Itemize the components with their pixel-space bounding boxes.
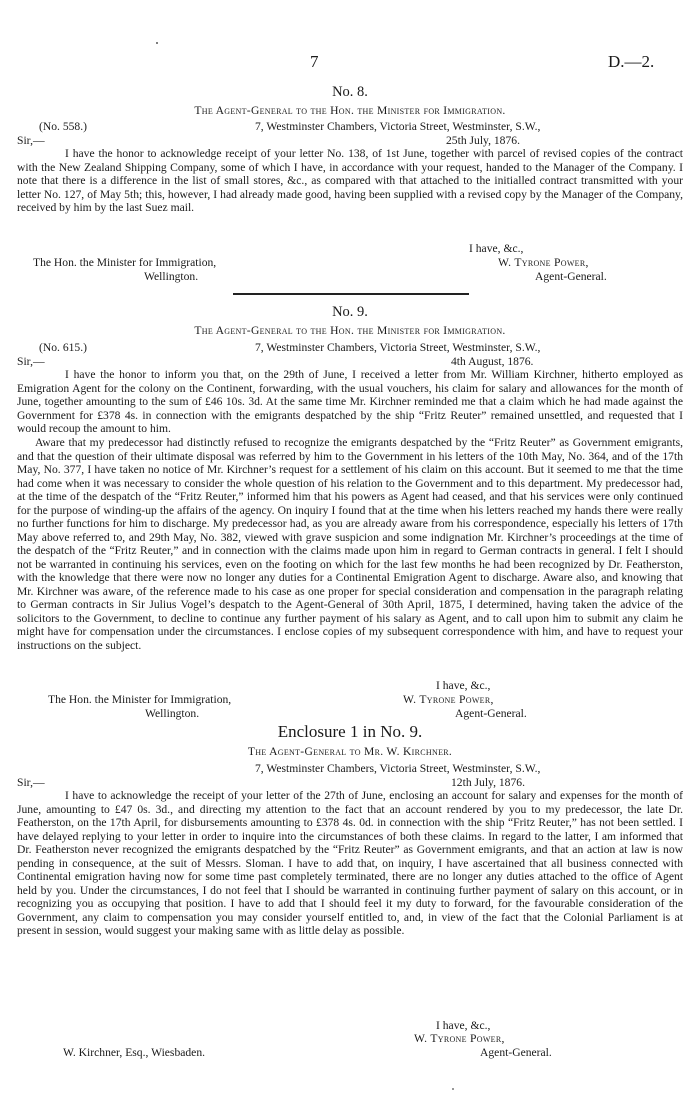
letter-signer: W. Tyrone Power,: [403, 693, 494, 706]
letter-closing: I have, &c.,: [436, 679, 491, 692]
section-divider: [233, 293, 469, 295]
enclosure-from-to: The Agent-General to Mr. W. Kirchner.: [247, 745, 453, 758]
letter-signer: W. Tyrone Power,: [498, 256, 589, 269]
page-number: 7: [310, 52, 319, 71]
enclosure-signer: W. Tyrone Power,: [414, 1032, 505, 1045]
letter-address: 7, Westminster Chambers, Victoria Street, Westminster, S.W.,: [255, 120, 541, 133]
letter-address: 7, Westminster Chambers, Victoria Street, Westminster, S.W.,: [255, 341, 541, 354]
letter-number-title: No. 8.: [332, 84, 368, 100]
letter-from-to: The Agent-General to the Hon. the Minister for Immigration.: [194, 104, 506, 117]
letter-signer-title: Agent-General.: [535, 270, 607, 283]
enclosure-signer-title: Agent-General.: [480, 1046, 552, 1059]
letter-ref-no: (No. 615.): [39, 341, 87, 354]
letter-body-paragraph: I have the honor to inform you that, on the 29th of June, I received a letter from Mr. William Kirchner, hitherto employed as Emigration Agent for the colony on the Continent, forwarding, with the usual vouchers, his claim for salary and allowances for the month of June, together amounting to the sum of £46 10s. 3d. At the same time Mr. Kirchner reminded me that a claim which he had made against the Government for £378 4s. in connection with the emigrants despatched by the ship “Fritz Reuter” remained unsettled, and requested that I would recoup the amount to him.: [17, 368, 683, 435]
letter-salutation: Sir,—: [17, 134, 45, 147]
enclosure-date: 12th July, 1876.: [451, 776, 525, 789]
letter-date: 25th July, 1876.: [446, 134, 520, 147]
letter-number-title: No. 9.: [332, 304, 368, 320]
letter-signer-title: Agent-General.: [455, 707, 527, 720]
enclosure-salutation: Sir,—: [17, 776, 45, 789]
print-speck: [156, 42, 158, 44]
enclosure-address: 7, Westminster Chambers, Victoria Street, Westminster, S.W.,: [255, 762, 541, 775]
enclosure-closing: I have, &c.,: [436, 1019, 491, 1032]
letter-from-to: The Agent-General to the Hon. the Minister for Immigration.: [194, 324, 506, 337]
letter-body-paragraph: Aware that my predecessor had distinctly refused to recognize the emigrants despatched by the “Fritz Reuter” as Government emigrants, and that the question of their ultimate disposal was referred by him to the Government in his letters of the 10th May, No. 364, and of the 17th May, No. 377, I have taken no notice of Mr. Kirchner’s request for a settlement of his claim on this account. But it seemed to me that the time had come when it was necessary to consider the whole question of his relation to the Government and to this department. My predecessor had, at the time of the despatch of the “Fritz Reuter,” informed him that his powers as Agent had ceased, and that his services were only continued for the purpose of winding-up the affairs of the agency. On inquiry I found that at the time when his letters reached my hands there were really no further functions for him to discharge. My predecessor had, as you are already aware from his correspondence, especially his letters of 17th May above referred to, and 29th May, No. 382, viewed with grave suspicion and some indignation Mr. Kirchner’s proceedings at the time of the despatch of the “Fritz Reuter,” and in connection with the claims made upon him in regard to German contracts in general. I felt I should not be warranted in continuing his services, even on the footing on which for the last few months he had been recognized by Dr. Featherston, with the knowledge that there were now no longer any duties for a Continental Emigration Agent to discharge. Aware also, and knowing that Mr. Kirchner was aware, of the reference made to his case as one proper for special consideration and compensation in the paragraph relating to German contracts in Sir Julius Vogel’s despatch to the Agent-General of 30th April, 1875, I determined, having taken the advice of the solicitors to the Government, to decline to continue any further payment of his salary as Agent, and to call upon him to submit any claim he might have for compensation under the circumstances. I enclose copies of my subsequent correspondence with him, and have to request your instructions on the subject.: [17, 436, 683, 652]
letter-addressee: The Hon. the Minister for Immigration,: [48, 693, 232, 706]
letter-addressee-city: Wellington.: [144, 270, 199, 283]
enclosure-title: Enclosure 1 in No. 9.: [277, 722, 423, 741]
document-reference: D.—2.: [608, 52, 655, 71]
letter-body-paragraph: I have the honor to acknowledge receipt of your letter No. 138, of 1st June, together with parcel of revised copies of the contract with the New Zealand Shipping Company, some of which I have, in accordance with your request, handed to the Manager of the Company. I note that there is a difference in the list of small stores, &c., as compared with that attached to the initialled contract transmitted with your letter No. 127, of May 5th; this, however, I had already made good, having been supplied with a revised copy by the Manager of the Company, received by him by the last Suez mail.: [17, 147, 683, 214]
enclosure-body-paragraph: I have to acknowledge the receipt of your letter of the 27th of June, enclosing an account for salary and expenses for the month of June, amounting to £47 0s. 3d., and directing my attention to the fact that an account rendered by you to my predecessor, the late Dr. Featherston, on the 17th April, for disbursements amounting to £378 4s. 0d. in connection with the ship “Fritz Reuter,” has not been settled. I have delayed replying to your letter in order to inquire into the circumstances of both these claims. In regard to the latter, I am informed that Dr. Featherston never recognized the emigrants despatched by the “Fritz Reuter” as Government emigrants, and that an action at law is now pending in consequence, at the suit of Messrs. Sloman. I have to add that, on inquiry, I have ascertained that all business connected with Continental emigration having now for some time past completely terminated, there are no longer any duties attached to the office of Agent held by you. Under the circumstances, I do not feel that I should be warranted in continuing further payment of salary on this account, or in recognizing you as occupying that position. I have to add that I should feel it my duty to forward, for the favourable consideration of the Government, any claim to compensation you may consider yourself entitled to, and, in view of the fact that the Colonial Parliament is at present in session, would suggest your making same with as little delay as possible.: [17, 789, 683, 937]
letter-addressee-city: Wellington.: [145, 707, 200, 720]
letter-addressee: The Hon. the Minister for Immigration,: [33, 256, 217, 269]
letter-closing: I have, &c.,: [469, 242, 524, 255]
letter-salutation: Sir,—: [17, 355, 45, 368]
letter-date: 4th August, 1876.: [451, 355, 534, 368]
enclosure-addressee: W. Kirchner, Esq., Wiesbaden.: [63, 1046, 206, 1059]
letter-ref-no: (No. 558.): [39, 120, 87, 133]
print-speck: [452, 1088, 454, 1090]
